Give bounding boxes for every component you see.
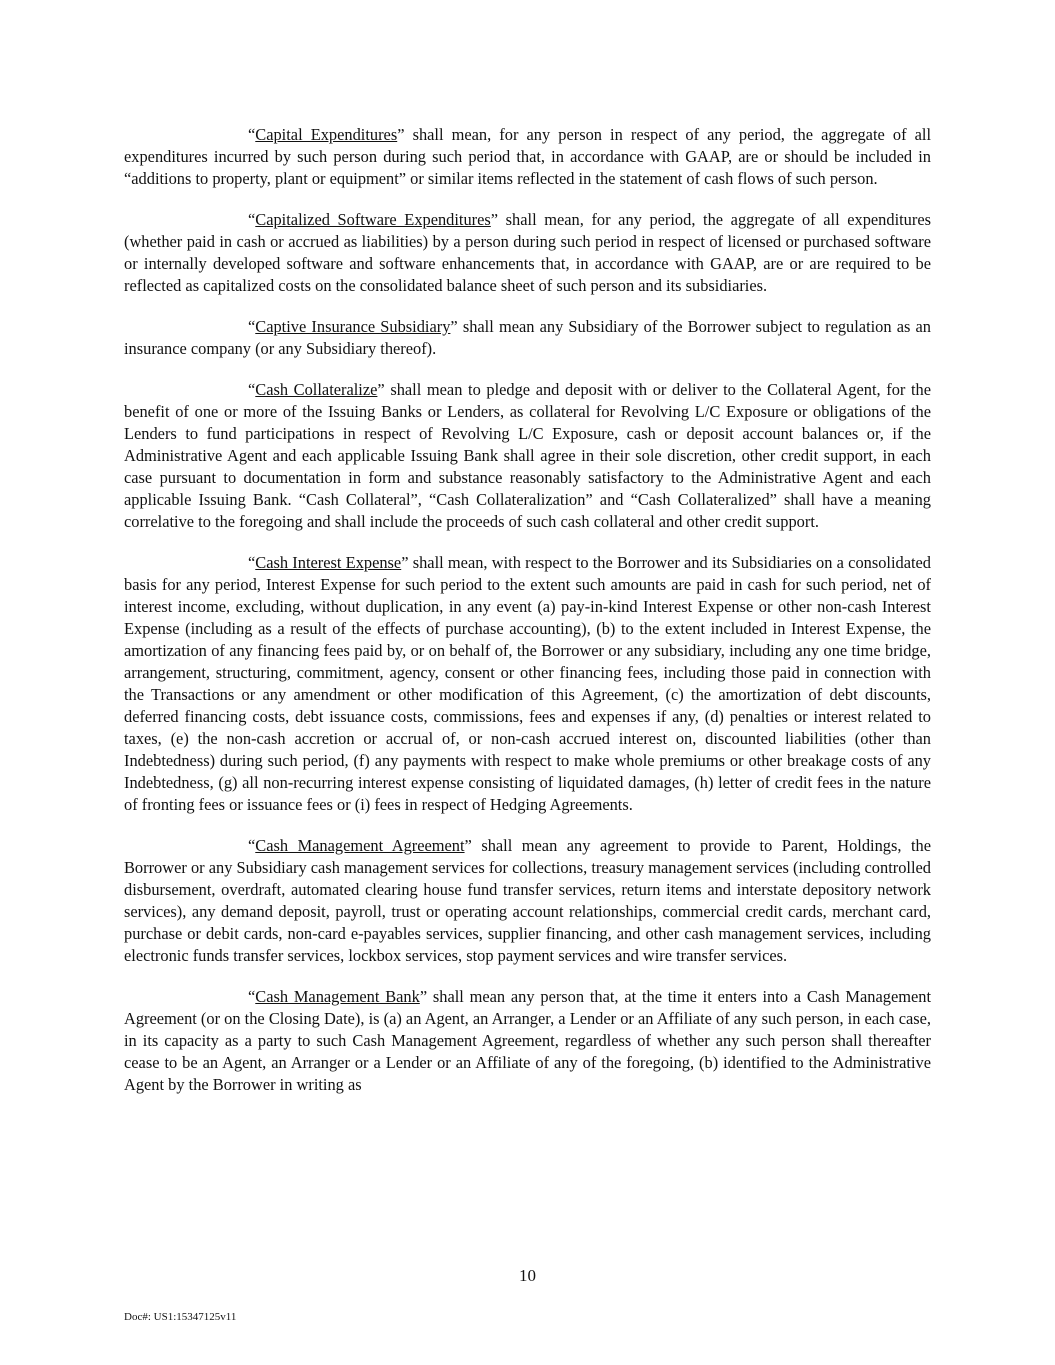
defined-term: Capitalized Software Expenditures xyxy=(255,210,491,229)
document-id: Doc#: US1:15347125v11 xyxy=(124,1311,237,1323)
definition-cash-collateralize: “Cash Collateralize” shall mean to pledge and deposit with or deliver to the Collateral Agent, for the benefit of one or more of the Issuing Banks or Lenders, as collateral for Revolving L/C Exposure or obligations of the Lenders to fund participations in respect of Revolving L/C Exposure, cash or deposit account balances or, if the Administrative Agent and each applicable Issuing Bank shall agree in their sole discretion, other credit support, in each case pursuant to documentation in form and substance reasonably satisfactory to the Administrative Agent and each applicable Issuing Bank. “Cash Collateral”, “Cash Collateralization” and “Cash Collateralized” shall have a meaning correlative to the foregoing and shall include the proceeds of such cash collateral and other credit support. xyxy=(124,380,931,531)
definition-cash-management-bank: “Cash Management Bank” shall mean any person that, at the time it enters into a Cash Management Agreement (or on the Closing Date), is (a) an Agent, an Arranger, a Lender or an Affiliate of any such person, in each case, in its capacity as a party to such Cash Management Agreement, regardless of whether any such person shall thereafter cease to be an Agent, an Arranger or a Lender or an Affiliate of any of the foregoing, (b) identified to the Administrative Agent by the Borrower in writing as xyxy=(124,987,931,1094)
definition-text: ” shall mean any person that, at the time it enters into a Cash Management Agreement (or on the Closing Date), is (a) an Agent, an Arranger, a Lender or an Affiliate of any such person, in each case, in its capacity as a party to such Cash Management Agreement, regardless of whether any such person shall thereafter cease to be an Agent, an Arranger or a Lender or an Affiliate of any of the foregoing, (b) identified to the Administrative Agent by the Borrower in writing as xyxy=(124,987,931,1094)
defined-term: Cash Management Bank xyxy=(255,987,420,1006)
definition-cash-management-agreement: “Cash Management Agreement” shall mean any agreement to provide to Parent, Holdings, the Borrower or any Subsidiary cash management services for collections, treasury management services (including controlled disbursement, overdraft, automated clearing house fund transfer services, return items and interstate depository network services), any demand deposit, payroll, trust or operating account relationships, commercial credit cards, merchant card, purchase or debit cards, non-card e-payables services, supplier financing, and other cash management services, including electronic funds transfer services, lockbox services, stop payment services and wire transfer services. xyxy=(124,836,931,965)
definition-text: ” shall mean, for any person in respect of any period, the aggregate of all expenditures incurred by such person during such period that, in accordance with GAAP, are or should be included in “additions to property, plant or equipment” or similar items reflected in the statement of cash flows of such person. xyxy=(124,125,932,188)
definition-text: ” shall mean to pledge and deposit with or deliver to the Collateral Agent, for the benefit of one or more of the Issuing Banks or Lenders, as collateral for Revolving L/C Exposure or obligations of the Lenders to fund participations in respect of Revolving L/C Exposure, cash or deposit account balances or, if the Administrative Agent and each applicable Issuing Bank shall agree in their sole discretion, other credit support, in each case pursuant to documentation in form and substance reasonably satisfactory to the Administrative Agent and each applicable Issuing Bank. “Cash Collateral”, “Cash Collateralization” and “Cash Collateralized” shall have a meaning correlative to the foregoing and shall include the proceeds of such cash collateral and other credit support. xyxy=(124,380,931,531)
definition-text: ” shall mean, with respect to the Borrower and its Subsidiaries on a consolidated basis for any period, Interest Expense for such period to the extent such amounts are paid in cash for such period, net of interest income, excluding, without duplication, in any event (a) pay-in-kind Interest Expense or other non-cash Interest Expense (including as a result of the effects of purchase accounting), (b) to the extent included in Interest Expense, the amortization of any financing fees paid by, or on behalf of, the Borrower or any subsidiary, including any one time bridge, arrangement, structuring, commitment, agency, consent or other financing fees, including those paid in connection with the Transactions or any amendment or other modification of this Agreement, (c) the amortization of debt discounts, deferred financing costs, debt issuance costs, commissions, fees and expenses if any, (d) penalties or interest related to taxes, (e) the non-cash accretion or accrual of, or non-cash accrued interest on, discounted liabilities (other than Indebtedness) during such period, (f) any payments with respect to make whole premiums or other breakage costs of any Indebtedness, (g) all non-recurring interest expense consisting of liquidated damages, (h) letter of credit fees in the nature of fronting fees or issuance fees or (i) fees in respect of Hedging Agreements. xyxy=(124,553,932,814)
defined-term: Cash Management Agreement xyxy=(255,836,465,855)
definition-text: ” shall mean any Subsidiary of the Borrower subject to regulation as an insurance company (or any Subsidiary thereof). xyxy=(124,317,932,358)
definition-capitalized-software-expenditures: “Capitalized Software Expenditures” shall mean, for any period, the aggregate of all expenditures (whether paid in cash or accrued as liabilities) by a person during such period in respect of licensed or purchased software or internally developed software and software enhancements that, in accordance with GAAP, are or are required to be reflected as capitalized costs on the consolidated balance sheet of such person and its subsidiaries. xyxy=(124,210,931,295)
definition-cash-interest-expense: “Cash Interest Expense” shall mean, with respect to the Borrower and its Subsidiaries on a consolidated basis for any period, Interest Expense for such period to the extent such amounts are paid in cash for such period, net of interest income, excluding, without duplication, in any event (a) pay-in-kind Interest Expense or other non-cash Interest Expense (including as a result of the effects of purchase accounting), (b) to the extent included in Interest Expense, the amortization of any financing fees paid by, or on behalf of, the Borrower or any subsidiary, including any one time bridge, arrangement, structuring, commitment, agency, consent or other financing fees, including those paid in connection with the Transactions or any amendment or other modification of this Agreement, (c) the amortization of debt discounts, deferred financing costs, debt issuance costs, commissions, fees and expenses if any, (d) penalties or interest related to taxes, (e) the non-cash accretion or accrual of, or non-cash accrued interest on, discounted liabilities (other than Indebtedness) during such period, (f) any payments with respect to make whole premiums or other breakage costs of any Indebtedness, (g) all non-recurring interest expense consisting of liquidated damages, (h) letter of credit fees in the nature of fronting fees or issuance fees or (i) fees in respect of Hedging Agreements. xyxy=(124,553,932,814)
definitions-section xyxy=(124,124,931,1115)
definition-text: ” shall mean, for any period, the aggregate of all expenditures (whether paid in cash or accrued as liabilities) by a person during such period in respect of licensed or purchased software or internally developed software and software enhancements that, in accordance with GAAP, are or are required to be reflected as capitalized costs on the consolidated balance sheet of such person and its subsidiaries. xyxy=(124,210,931,295)
definition-capital-expenditures: “Capital Expenditures” shall mean, for any person in respect of any period, the aggregate of all expenditures incurred by such person during such period that, in accordance with GAAP, are or should be included in “additions to property, plant or equipment” or similar items reflected in the statement of cash flows of such person. xyxy=(124,125,932,188)
definition-text: ” shall mean any agreement to provide to Parent, Holdings, the Borrower or any Subsidiary cash management services for collections, treasury management services (including controlled disbursement, overdraft, automated clearing house fund transfer services, return items and interstate depository network services), any demand deposit, payroll, trust or operating account relationships, commercial credit cards, merchant card, purchase or debit cards, non-card e-payables services, supplier financing, and other cash management services, including electronic funds transfer services, lockbox services, stop payment services and wire transfer services. xyxy=(124,836,931,965)
defined-term: Cash Collateralize xyxy=(255,380,378,399)
definition-captive-insurance-subsidiary: “Captive Insurance Subsidiary” shall mean any Subsidiary of the Borrower subject to regulation as an insurance company (or any Subsidiary thereof). xyxy=(124,317,932,358)
defined-term: Capital Expenditures xyxy=(255,125,398,144)
defined-term: Captive Insurance Subsidiary xyxy=(255,317,451,336)
page-number: 10 xyxy=(519,1266,536,1285)
defined-term: Cash Interest Expense xyxy=(255,553,402,572)
